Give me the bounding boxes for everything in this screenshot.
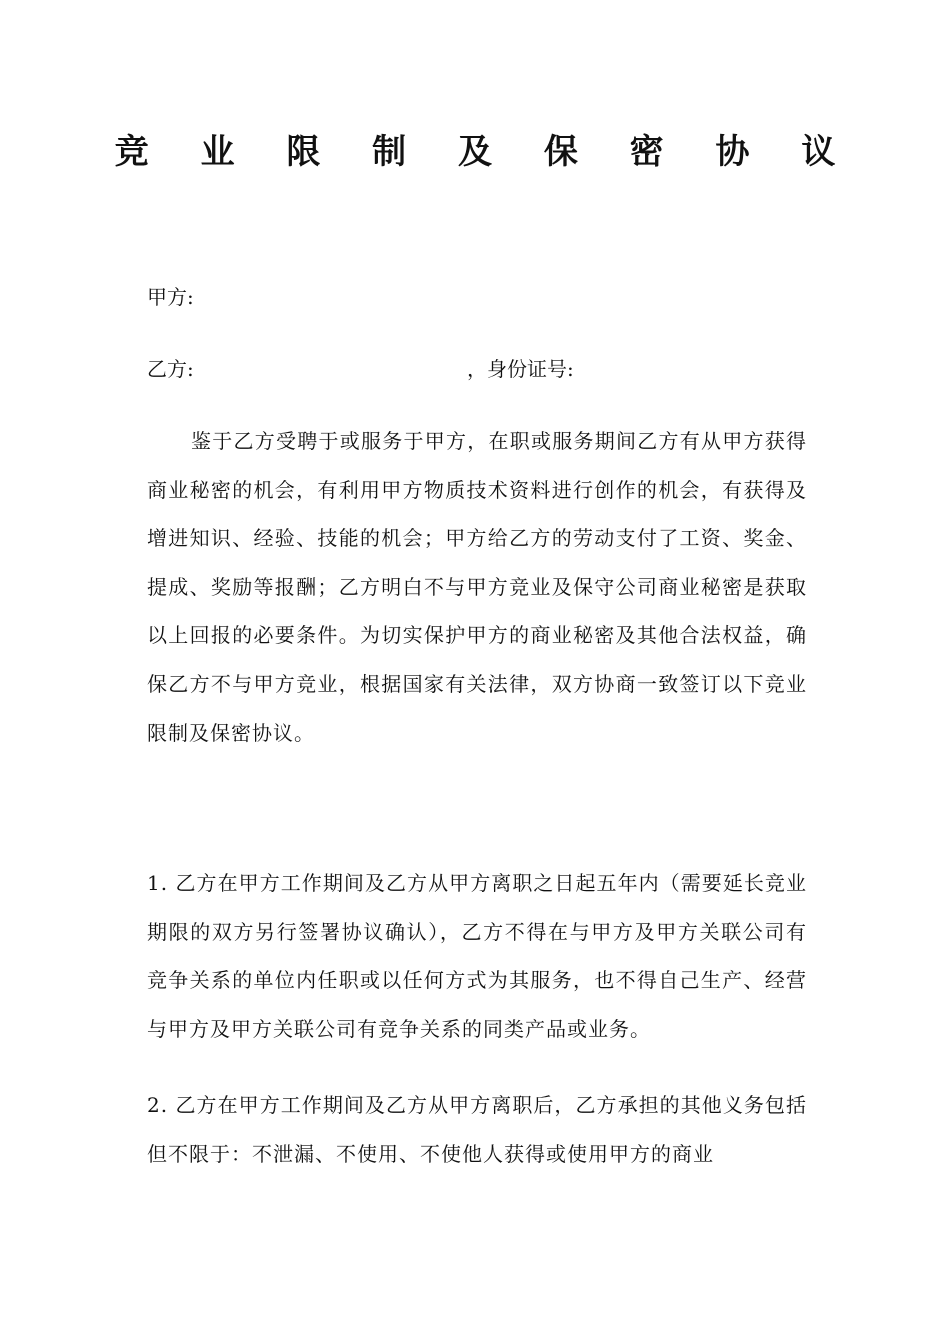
preamble-paragraph: 鉴于乙方受聘于或服务于甲方，在职或服务期间乙方有从甲方获得商业秘密的机会，有利用甲方物质技术资料进行创作的机会，有获得及增进知识、经验、技能的机会；甲方给乙方的劳动支付了工资、奖金、提成、奖励等报酬；乙方明白不与甲方竞业及保守公司商业秘密是获取以上回报的必要条件。为切实保护甲方的商业秘密及其他合法权益，确保乙方不与甲方竞业，根据国家有关法律，双方协商一致签订以下竞业限制及保密协议。 bbox=[147, 429, 807, 745]
id-number-label: ，身份证号: bbox=[467, 357, 574, 381]
clause-2: 2. 乙方在甲方工作期间及乙方从甲方离职后，乙方承担的其他义务包括但不限于：不泄漏、不使用、不使他人获得或使用甲方的商业 bbox=[147, 1093, 807, 1166]
document-title: 竞 业 限 制 及 保 密 协 议 bbox=[114, 132, 856, 172]
clause-1: 1. 乙方在甲方工作期间及乙方从甲方离职之日起五年内（需要延长竞业期限的双方另行签署协议确认），乙方不得在与甲方及甲方关联公司有竞争关系的单位内任职或以任何方式为其服务，也不得自己生产、经营与甲方及甲方关联公司有竞争关系的同类产品或业务。 bbox=[147, 871, 807, 1041]
party-b-label: 乙方: bbox=[147, 357, 194, 381]
party-a-label: 甲方: bbox=[147, 285, 194, 309]
party-b-line bbox=[147, 355, 807, 383]
